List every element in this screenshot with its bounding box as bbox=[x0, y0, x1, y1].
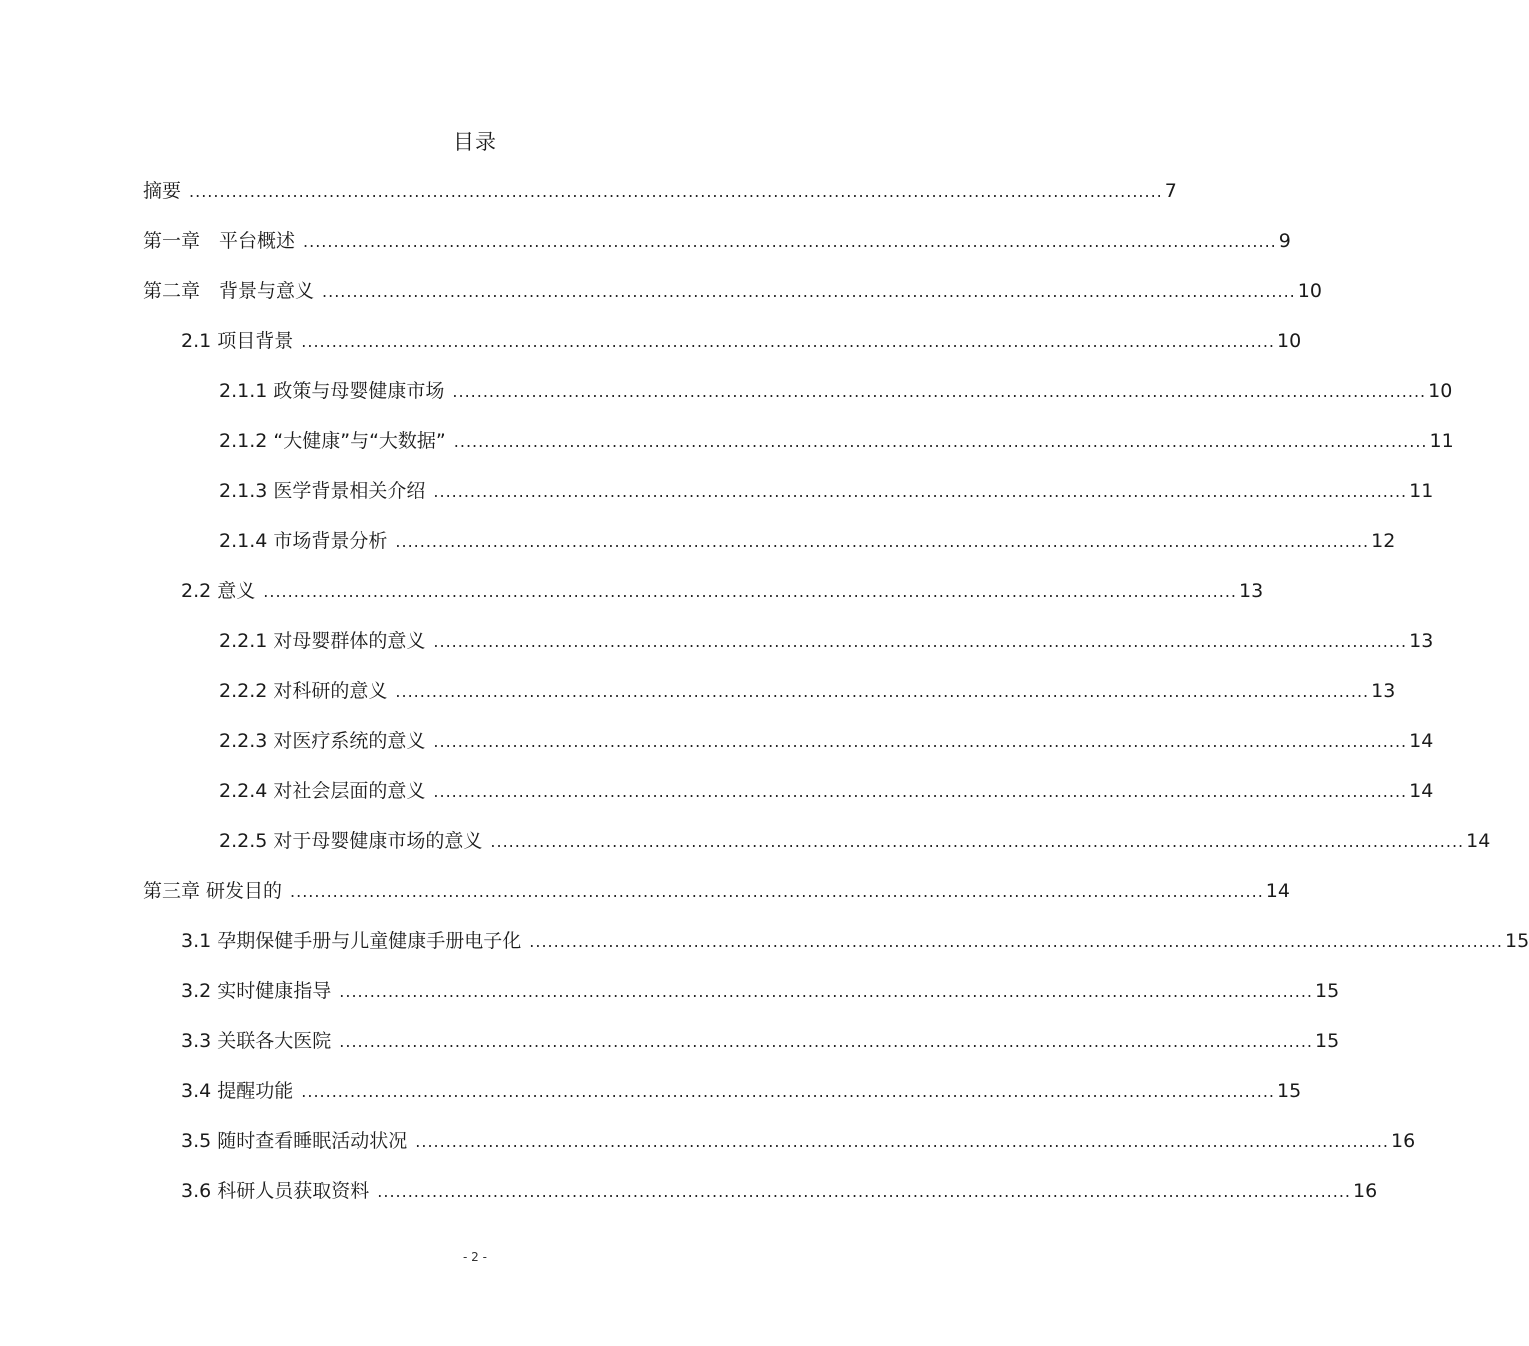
toc-entry-label: 第二章 背景与意义 bbox=[143, 280, 315, 302]
toc-entry[interactable] bbox=[219, 526, 1396, 556]
toc-dot-leader: ................................................................................................................................................................ bbox=[301, 1082, 1276, 1101]
toc-dot-leader: ................................................................................................................................................................ bbox=[433, 782, 1408, 801]
toc-entry-page: 15 bbox=[1277, 1080, 1302, 1102]
toc-title: 目录 bbox=[453, 130, 497, 154]
toc-dot-leader: ................................................................................................................................................................ bbox=[529, 932, 1504, 951]
toc-dot-leader: ................................................................................................................................................................ bbox=[322, 282, 1296, 301]
toc-entry-label: 2.2.4 对社会层面的意义 bbox=[219, 780, 426, 802]
toc-entry[interactable] bbox=[181, 1126, 1416, 1156]
toc-entry[interactable] bbox=[219, 476, 1434, 506]
toc-entry[interactable] bbox=[219, 826, 1491, 856]
toc-entry-label: 2.1.2 “大健康”与“大数据” bbox=[219, 430, 446, 452]
toc-entry[interactable] bbox=[181, 576, 1264, 606]
toc-entry-label: 3.5 随时查看睡眠活动状况 bbox=[181, 1130, 408, 1152]
toc-entry-label: 2.2.2 对科研的意义 bbox=[219, 680, 388, 702]
toc-entry[interactable] bbox=[219, 626, 1434, 656]
toc-entry-page: 11 bbox=[1429, 430, 1454, 452]
toc-entry-label: 2.2.3 对医疗系统的意义 bbox=[219, 730, 426, 752]
toc-entry-page: 13 bbox=[1409, 630, 1434, 652]
toc-entry[interactable] bbox=[219, 776, 1434, 806]
toc-entry-label: 3.3 关联各大医院 bbox=[181, 1030, 332, 1052]
toc-entry-page: 15 bbox=[1315, 980, 1340, 1002]
toc-entry[interactable] bbox=[219, 726, 1434, 756]
toc-entry-label: 摘要 bbox=[143, 180, 182, 202]
toc-entry-label: 2.1.4 市场背景分析 bbox=[219, 530, 388, 552]
toc-entry[interactable] bbox=[219, 676, 1396, 706]
toc-dot-leader: ................................................................................................................................................................ bbox=[433, 482, 1408, 501]
toc-dot-leader: ................................................................................................................................................................ bbox=[290, 882, 1264, 901]
toc-entry[interactable] bbox=[143, 876, 1290, 906]
toc-entry-label: 3.4 提醒功能 bbox=[181, 1080, 294, 1102]
toc-entry-label: 3.2 实时健康指导 bbox=[181, 980, 332, 1002]
toc-entry-page: 13 bbox=[1239, 580, 1264, 602]
toc-entry-label: 2.2.5 对于母婴健康市场的意义 bbox=[219, 830, 483, 852]
toc-dot-leader: ................................................................................................................................................................ bbox=[433, 632, 1408, 651]
toc-entry-page: 15 bbox=[1315, 1030, 1340, 1052]
toc-entry-label: 2.1 项目背景 bbox=[181, 330, 294, 352]
toc-dot-leader: ................................................................................................................................................................ bbox=[395, 532, 1370, 551]
toc-entry-page: 14 bbox=[1409, 780, 1434, 802]
toc-dot-leader: ................................................................................................................................................................ bbox=[263, 582, 1238, 601]
toc-entry-page: 7 bbox=[1164, 180, 1177, 202]
toc-entry[interactable] bbox=[219, 376, 1453, 406]
toc-dot-leader: ................................................................................................................................................................ bbox=[301, 332, 1276, 351]
toc-entry-page: 10 bbox=[1297, 280, 1322, 302]
toc-entry[interactable] bbox=[181, 1176, 1378, 1206]
toc-entry-page: 14 bbox=[1466, 830, 1491, 852]
toc-dot-leader: ................................................................................................................................................................ bbox=[452, 382, 1427, 401]
toc-entry[interactable] bbox=[181, 1076, 1302, 1106]
toc-entry-label: 第一章 平台概述 bbox=[143, 230, 296, 252]
toc-dot-leader: ................................................................................................................................................................ bbox=[303, 232, 1277, 251]
toc-entry-label: 3.6 科研人员获取资料 bbox=[181, 1180, 370, 1202]
toc-entry[interactable] bbox=[219, 426, 1454, 456]
toc-entry-page: 16 bbox=[1391, 1130, 1416, 1152]
toc-entry[interactable] bbox=[181, 976, 1340, 1006]
toc-dot-leader: ................................................................................................................................................................ bbox=[453, 432, 1428, 451]
toc-dot-leader: ................................................................................................................................................................ bbox=[189, 182, 1163, 201]
toc-dot-leader: ................................................................................................................................................................ bbox=[415, 1132, 1390, 1151]
toc-entry-page: 10 bbox=[1428, 380, 1453, 402]
toc-entry-page: 16 bbox=[1353, 1180, 1378, 1202]
toc-entry[interactable] bbox=[181, 326, 1302, 356]
toc-dot-leader: ................................................................................................................................................................ bbox=[339, 982, 1314, 1001]
toc-entry-page: 12 bbox=[1371, 530, 1396, 552]
toc-dot-leader: ................................................................................................................................................................ bbox=[339, 1032, 1314, 1051]
page-number: - 2 - bbox=[463, 1250, 487, 1264]
toc-entry[interactable] bbox=[143, 176, 1177, 206]
toc-entry-label: 3.1 孕期保健手册与儿童健康手册电子化 bbox=[181, 930, 522, 952]
toc-dot-leader: ................................................................................................................................................................ bbox=[395, 682, 1370, 701]
toc-entry-page: 14 bbox=[1409, 730, 1434, 752]
toc-entry[interactable] bbox=[181, 926, 1529, 956]
toc-entry-page: 13 bbox=[1371, 680, 1396, 702]
toc-entry-page: 10 bbox=[1277, 330, 1302, 352]
toc-dot-leader: ................................................................................................................................................................ bbox=[490, 832, 1465, 851]
toc-entry-page: 15 bbox=[1505, 930, 1529, 952]
toc-entry-page: 11 bbox=[1409, 480, 1434, 502]
toc-entry-label: 2.1.1 政策与母婴健康市场 bbox=[219, 380, 445, 402]
toc-entry-label: 2.2.1 对母婴群体的意义 bbox=[219, 630, 426, 652]
toc-entry[interactable] bbox=[181, 1026, 1340, 1056]
toc-dot-leader: ................................................................................................................................................................ bbox=[377, 1182, 1352, 1201]
toc-entry[interactable] bbox=[143, 226, 1291, 256]
toc-entry-page: 14 bbox=[1265, 880, 1290, 902]
toc-entry[interactable] bbox=[143, 276, 1322, 306]
toc-entry-label: 第三章 研发目的 bbox=[143, 880, 283, 902]
toc-entry-label: 2.2 意义 bbox=[181, 580, 256, 602]
toc-dot-leader: ................................................................................................................................................................ bbox=[433, 732, 1408, 751]
toc-entry-label: 2.1.3 医学背景相关介绍 bbox=[219, 480, 426, 502]
toc-entry-page: 9 bbox=[1278, 230, 1291, 252]
